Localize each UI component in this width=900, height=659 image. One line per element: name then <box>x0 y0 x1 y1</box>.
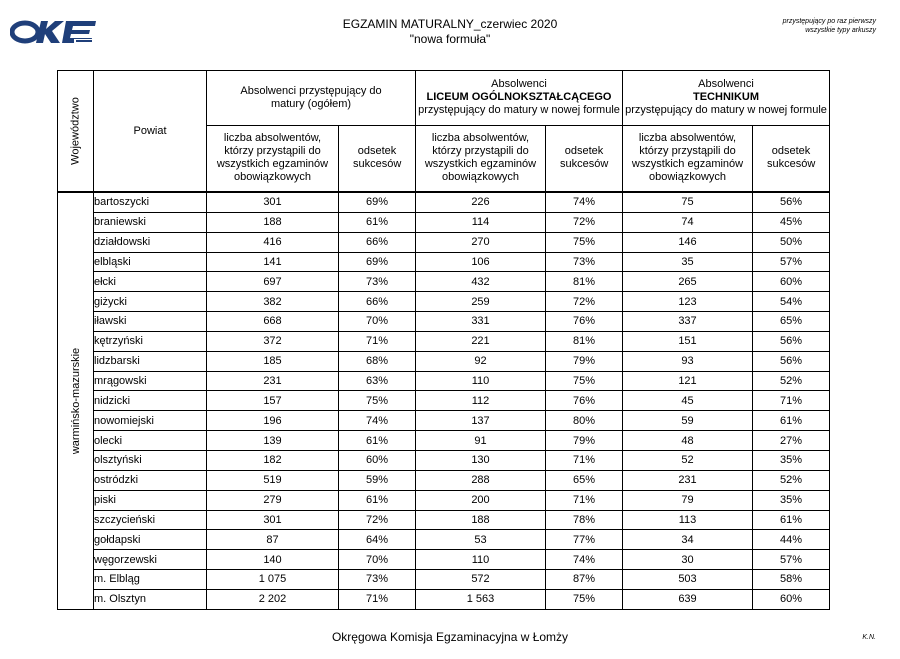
value-cell-total-n: 382 <box>207 292 339 312</box>
value-cell-total-n: 301 <box>207 192 339 212</box>
value-cell-lo-n: 137 <box>416 411 546 431</box>
value-cell-total-p: 70% <box>339 550 416 570</box>
value-cell-t-n: 45 <box>623 391 753 411</box>
table-row <box>58 530 830 550</box>
value-cell-t-p: 52% <box>753 371 830 391</box>
group-total-header: Absolwenci przystępujący do matury (ogółem) <box>207 71 416 126</box>
table-row <box>58 371 830 391</box>
value-cell-total-n: 416 <box>207 232 339 252</box>
value-cell-t-p: 56% <box>753 192 830 212</box>
county-cell: giżycki <box>94 292 207 312</box>
value-cell-t-n: 639 <box>623 589 753 609</box>
value-cell-lo-p: 76% <box>546 391 623 411</box>
value-cell-lo-n: 226 <box>416 192 546 212</box>
value-cell-lo-n: 112 <box>416 391 546 411</box>
value-cell-total-n: 139 <box>207 431 339 451</box>
footer-institution: Okręgowa Komisja Egzaminacyjna w Łomży <box>331 630 569 644</box>
table-row <box>58 391 830 411</box>
value-cell-total-n: 157 <box>207 391 339 411</box>
table-row <box>58 212 830 232</box>
value-cell-lo-p: 75% <box>546 589 623 609</box>
value-cell-t-n: 146 <box>623 232 753 252</box>
value-cell-t-p: 45% <box>753 212 830 232</box>
value-cell-total-p: 60% <box>339 450 416 470</box>
county-cell: szczycieński <box>94 510 207 530</box>
table-row <box>58 550 830 570</box>
value-cell-t-p: 52% <box>753 470 830 490</box>
value-cell-lo-p: 81% <box>546 331 623 351</box>
table-row <box>58 490 830 510</box>
value-cell-t-n: 231 <box>623 470 753 490</box>
table-row <box>58 292 830 312</box>
value-cell-total-n: 697 <box>207 272 339 292</box>
value-cell-total-p: 61% <box>339 490 416 510</box>
value-cell-lo-n: 110 <box>416 550 546 570</box>
value-cell-lo-n: 106 <box>416 252 546 272</box>
county-cell: braniewski <box>94 212 207 232</box>
value-cell-t-n: 93 <box>623 351 753 371</box>
value-cell-total-p: 61% <box>339 431 416 451</box>
county-cell: działdowski <box>94 232 207 252</box>
value-cell-total-p: 61% <box>339 212 416 232</box>
county-cell: iławski <box>94 312 207 332</box>
lo-count-header: liczba absolwentów, którzy przystąpili do wszystkich egzaminów obowiązkowych <box>416 125 546 192</box>
value-cell-t-n: 265 <box>623 272 753 292</box>
value-cell-total-n: 185 <box>207 351 339 371</box>
page-title: EGZAMIN MATURALNY_czerwiec 2020 <box>342 17 558 31</box>
value-cell-total-n: 519 <box>207 470 339 490</box>
value-cell-total-p: 72% <box>339 510 416 530</box>
group-tech-header: Absolwenci TECHNIKUM przystępujący do matury w nowej formule <box>623 71 830 126</box>
value-cell-total-p: 73% <box>339 570 416 590</box>
value-cell-t-p: 56% <box>753 351 830 371</box>
value-cell-total-p: 68% <box>339 351 416 371</box>
value-cell-total-p: 75% <box>339 391 416 411</box>
county-header: Powiat <box>94 71 207 193</box>
value-cell-total-n: 231 <box>207 371 339 391</box>
scope-note-2: wszystkie typy arkuszy <box>805 27 876 34</box>
county-cell: olecki <box>94 431 207 451</box>
value-cell-lo-p: 74% <box>546 192 623 212</box>
county-cell: ostródzki <box>94 470 207 490</box>
group-lo-header: Absolwenci LICEUM OGÓLNOKSZTAŁCĄCEGO przystępujący do matury w nowej formule <box>416 71 623 126</box>
value-cell-t-n: 48 <box>623 431 753 451</box>
value-cell-lo-n: 200 <box>416 490 546 510</box>
value-cell-lo-n: 270 <box>416 232 546 252</box>
value-cell-lo-n: 114 <box>416 212 546 232</box>
value-cell-lo-p: 74% <box>546 550 623 570</box>
value-cell-t-p: 44% <box>753 530 830 550</box>
county-cell: m. Elbląg <box>94 570 207 590</box>
value-cell-lo-n: 1 563 <box>416 589 546 609</box>
results-table <box>57 70 830 610</box>
value-cell-lo-p: 72% <box>546 212 623 232</box>
value-cell-t-n: 75 <box>623 192 753 212</box>
value-cell-total-p: 71% <box>339 589 416 609</box>
value-cell-total-n: 196 <box>207 411 339 431</box>
value-cell-total-n: 141 <box>207 252 339 272</box>
value-cell-lo-p: 77% <box>546 530 623 550</box>
value-cell-t-n: 79 <box>623 490 753 510</box>
value-cell-t-p: 60% <box>753 589 830 609</box>
value-cell-lo-n: 130 <box>416 450 546 470</box>
value-cell-total-p: 66% <box>339 232 416 252</box>
value-cell-lo-p: 79% <box>546 351 623 371</box>
value-cell-total-p: 71% <box>339 331 416 351</box>
value-cell-t-n: 35 <box>623 252 753 272</box>
county-cell: gołdapski <box>94 530 207 550</box>
value-cell-total-n: 182 <box>207 450 339 470</box>
value-cell-lo-n: 432 <box>416 272 546 292</box>
value-cell-total-p: 66% <box>339 292 416 312</box>
value-cell-total-n: 2 202 <box>207 589 339 609</box>
tech-count-header: liczba absolwentów, którzy przystąpili do wszystkich egzaminów obowiązkowych <box>623 125 753 192</box>
value-cell-t-n: 337 <box>623 312 753 332</box>
county-cell: węgorzewski <box>94 550 207 570</box>
total-count-header: liczba absolwentów, którzy przystąpili do wszystkich egzaminów obowiązkowych <box>207 125 339 192</box>
county-cell: ełcki <box>94 272 207 292</box>
county-cell: piski <box>94 490 207 510</box>
voivodeship-cell: warmińsko-mazurskie <box>58 192 94 609</box>
table-row <box>58 351 830 371</box>
value-cell-total-n: 1 075 <box>207 570 339 590</box>
value-cell-total-p: 73% <box>339 272 416 292</box>
value-cell-t-p: 54% <box>753 292 830 312</box>
county-cell: mrągowski <box>94 371 207 391</box>
value-cell-lo-p: 81% <box>546 272 623 292</box>
county-cell: bartoszycki <box>94 192 207 212</box>
value-cell-t-p: 58% <box>753 570 830 590</box>
value-cell-total-n: 188 <box>207 212 339 232</box>
value-cell-t-p: 56% <box>753 331 830 351</box>
value-cell-t-n: 113 <box>623 510 753 530</box>
value-cell-lo-p: 71% <box>546 490 623 510</box>
value-cell-t-n: 74 <box>623 212 753 232</box>
value-cell-lo-n: 331 <box>416 312 546 332</box>
county-cell: kętrzyński <box>94 331 207 351</box>
table-row <box>58 510 830 530</box>
table-row <box>58 312 830 332</box>
value-cell-total-p: 69% <box>339 192 416 212</box>
value-cell-total-p: 59% <box>339 470 416 490</box>
value-cell-lo-n: 259 <box>416 292 546 312</box>
table-row <box>58 272 830 292</box>
table-row <box>58 470 830 490</box>
county-cell: lidzbarski <box>94 351 207 371</box>
value-cell-lo-n: 572 <box>416 570 546 590</box>
value-cell-total-n: 87 <box>207 530 339 550</box>
value-cell-t-p: 57% <box>753 252 830 272</box>
table-row <box>58 411 830 431</box>
voivodeship-header: Województwo <box>58 71 94 193</box>
scope-note-1: przystępujący po raz pierwszy <box>782 18 876 25</box>
value-cell-total-n: 301 <box>207 510 339 530</box>
table-row <box>58 589 830 609</box>
county-cell: nowomiejski <box>94 411 207 431</box>
value-cell-lo-n: 110 <box>416 371 546 391</box>
footer-initials: K.N. <box>862 634 876 641</box>
value-cell-total-p: 70% <box>339 312 416 332</box>
value-cell-lo-p: 75% <box>546 232 623 252</box>
value-cell-t-p: 50% <box>753 232 830 252</box>
value-cell-t-n: 30 <box>623 550 753 570</box>
value-cell-t-n: 151 <box>623 331 753 351</box>
value-cell-lo-p: 76% <box>546 312 623 332</box>
value-cell-t-p: 35% <box>753 490 830 510</box>
value-cell-t-p: 57% <box>753 550 830 570</box>
value-cell-t-p: 61% <box>753 510 830 530</box>
value-cell-t-p: 65% <box>753 312 830 332</box>
tech-rate-header: odsetek sukcesów <box>753 125 830 192</box>
value-cell-lo-n: 288 <box>416 470 546 490</box>
value-cell-t-p: 71% <box>753 391 830 411</box>
value-cell-lo-p: 75% <box>546 371 623 391</box>
value-cell-lo-n: 92 <box>416 351 546 371</box>
value-cell-t-p: 60% <box>753 272 830 292</box>
county-cell: olsztyński <box>94 450 207 470</box>
value-cell-total-p: 63% <box>339 371 416 391</box>
value-cell-total-n: 140 <box>207 550 339 570</box>
value-cell-total-n: 279 <box>207 490 339 510</box>
value-cell-total-p: 74% <box>339 411 416 431</box>
value-cell-t-p: 27% <box>753 431 830 451</box>
county-cell: nidzicki <box>94 391 207 411</box>
county-cell: m. Olsztyn <box>94 589 207 609</box>
value-cell-total-n: 372 <box>207 331 339 351</box>
value-cell-lo-p: 65% <box>546 470 623 490</box>
value-cell-t-n: 59 <box>623 411 753 431</box>
value-cell-lo-p: 80% <box>546 411 623 431</box>
value-cell-total-p: 69% <box>339 252 416 272</box>
value-cell-total-p: 64% <box>339 530 416 550</box>
value-cell-lo-n: 221 <box>416 331 546 351</box>
value-cell-lo-n: 53 <box>416 530 546 550</box>
value-cell-t-n: 121 <box>623 371 753 391</box>
value-cell-t-n: 34 <box>623 530 753 550</box>
value-cell-t-p: 35% <box>753 450 830 470</box>
table-row <box>58 232 830 252</box>
table-row <box>58 450 830 470</box>
value-cell-lo-p: 73% <box>546 252 623 272</box>
value-cell-total-n: 668 <box>207 312 339 332</box>
value-cell-t-n: 52 <box>623 450 753 470</box>
value-cell-lo-n: 91 <box>416 431 546 451</box>
value-cell-t-p: 61% <box>753 411 830 431</box>
page-subtitle: "nowa formuła" <box>409 32 491 46</box>
value-cell-lo-p: 79% <box>546 431 623 451</box>
total-rate-header: odsetek sukcesów <box>339 125 416 192</box>
table-row <box>58 192 830 212</box>
table-row <box>58 431 830 451</box>
value-cell-lo-p: 78% <box>546 510 623 530</box>
lo-rate-header: odsetek sukcesów <box>546 125 623 192</box>
value-cell-lo-p: 72% <box>546 292 623 312</box>
value-cell-t-n: 503 <box>623 570 753 590</box>
table-row <box>58 570 830 590</box>
value-cell-lo-p: 87% <box>546 570 623 590</box>
value-cell-lo-n: 188 <box>416 510 546 530</box>
table-row <box>58 252 830 272</box>
value-cell-lo-p: 71% <box>546 450 623 470</box>
county-cell: elbląski <box>94 252 207 272</box>
value-cell-t-n: 123 <box>623 292 753 312</box>
table-row <box>58 331 830 351</box>
